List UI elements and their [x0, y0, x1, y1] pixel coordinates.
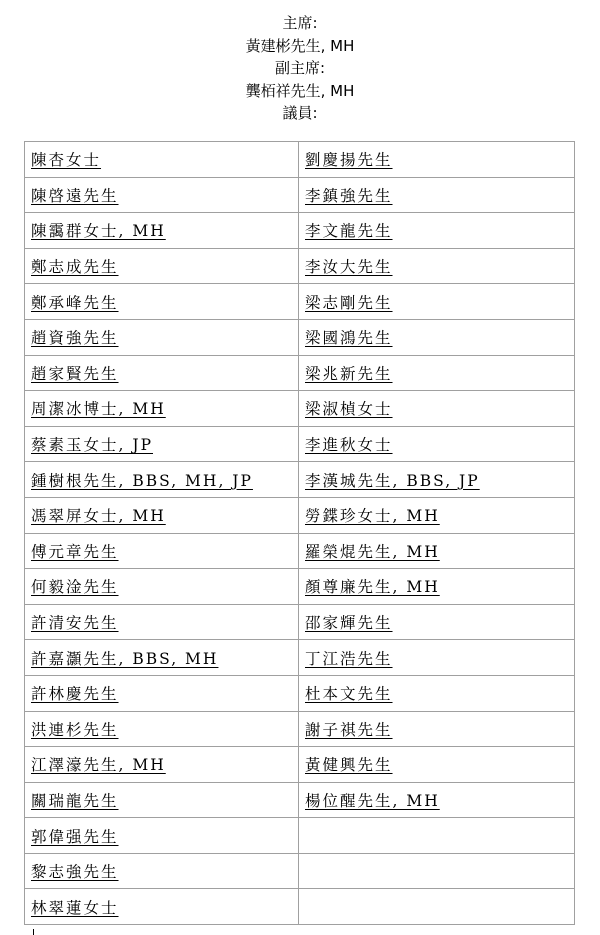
member-name: 鄭承峰先生	[31, 293, 119, 312]
table-row	[25, 818, 575, 854]
member-name: 杜本文先生	[305, 685, 393, 704]
member-cell-left	[25, 497, 299, 533]
table-row	[25, 462, 575, 498]
table-row	[25, 782, 575, 818]
member-cell-left	[25, 853, 299, 889]
member-name: 梁兆新先生	[305, 364, 393, 383]
member-name: 勞鍱珍女士, MH	[305, 507, 440, 526]
member-name: 李漢城先生, BBS, JP	[305, 471, 480, 490]
member-name: 李汝大先生	[305, 258, 393, 277]
member-cell-right	[299, 711, 575, 747]
table-row	[25, 355, 575, 391]
member-name: 林翠蓮女士	[31, 898, 119, 917]
member-cell-right	[299, 533, 575, 569]
table-row	[25, 853, 575, 889]
member-name: 郭偉强先生	[31, 827, 119, 846]
chair-label: 主席:	[282, 14, 318, 32]
member-cell-right	[299, 818, 575, 854]
member-name: 許嘉灝先生, BBS, MH	[31, 649, 219, 668]
table-row	[25, 533, 575, 569]
member-cell-left	[25, 604, 299, 640]
table-row	[25, 213, 575, 249]
member-name: 許清安先生	[31, 614, 119, 633]
members-label: 議員:	[282, 104, 318, 123]
member-name: 鄭志成先生	[31, 258, 119, 277]
member-name: 丁江浩先生	[305, 649, 393, 668]
member-cell-right	[299, 853, 575, 889]
table-row	[25, 248, 575, 284]
table-row	[25, 177, 575, 213]
member-name: 劉慶揚先生	[305, 151, 393, 170]
table-row	[25, 675, 575, 711]
table-row	[25, 319, 575, 355]
member-cell-right	[299, 213, 575, 249]
table-row	[25, 391, 575, 427]
member-name: 梁志剛先生	[305, 293, 393, 312]
member-name: 黃健興先生	[305, 756, 393, 775]
page-edge-mark	[33, 929, 34, 935]
member-cell-left	[25, 818, 299, 854]
member-cell-left	[25, 355, 299, 391]
member-name: 傅元章先生	[31, 542, 119, 561]
member-cell-left	[25, 177, 299, 213]
member-name: 馮翠屏女士, MH	[31, 507, 166, 526]
member-name: 周潔冰博士, MH	[31, 400, 166, 419]
members-table	[24, 141, 575, 925]
member-name: 趙家賢先生	[31, 364, 119, 383]
member-cell-left	[25, 533, 299, 569]
table-row	[25, 640, 575, 676]
member-name: 黎志強先生	[31, 863, 119, 882]
table-row	[25, 142, 575, 178]
chair-name: 黃建彬先生, MH	[245, 36, 355, 55]
member-cell-left	[25, 319, 299, 355]
member-cell-left	[25, 426, 299, 462]
member-name: 江澤濠先生, MH	[31, 756, 166, 775]
member-cell-right	[299, 497, 575, 533]
member-cell-left	[25, 640, 299, 676]
member-name: 邵家輝先生	[305, 614, 393, 633]
table-row	[25, 426, 575, 462]
member-name: 梁淑楨女士	[305, 400, 393, 419]
member-cell-right	[299, 319, 575, 355]
member-cell-left	[25, 889, 299, 925]
member-name: 趙資強先生	[31, 329, 119, 348]
member-cell-right	[299, 426, 575, 462]
vice-chair-label: 副主席:	[274, 59, 326, 78]
member-cell-right	[299, 782, 575, 818]
member-cell-left	[25, 782, 299, 818]
member-cell-right	[299, 604, 575, 640]
member-name: 鍾樹根先生, BBS, MH, JP	[31, 471, 253, 490]
member-cell-left	[25, 248, 299, 284]
member-name: 陳杏女士	[31, 151, 102, 170]
member-name: 蔡素玉女士, JP	[31, 436, 153, 455]
member-cell-right	[299, 889, 575, 925]
member-name: 陳啓遠先生	[31, 186, 119, 205]
member-cell-left	[25, 569, 299, 605]
member-cell-right	[299, 177, 575, 213]
member-name: 李文龍先生	[305, 222, 393, 241]
member-cell-left	[25, 711, 299, 747]
member-name: 關瑞龍先生	[31, 791, 119, 810]
member-cell-left	[25, 213, 299, 249]
member-cell-right	[299, 355, 575, 391]
member-cell-left	[25, 675, 299, 711]
member-cell-right	[299, 640, 575, 676]
member-name: 李鎮強先生	[305, 186, 393, 205]
members-table-body	[25, 142, 575, 925]
member-name: 顏尊廉先生, MH	[305, 578, 440, 597]
table-row	[25, 284, 575, 320]
member-name: 陳靄群女士, MH	[31, 222, 166, 241]
member-cell-right	[299, 675, 575, 711]
member-cell-left	[25, 462, 299, 498]
member-cell-right	[299, 248, 575, 284]
member-name: 梁國鴻先生	[305, 329, 393, 348]
member-cell-left	[25, 142, 299, 178]
member-cell-right	[299, 569, 575, 605]
member-cell-left	[25, 747, 299, 783]
table-row	[25, 497, 575, 533]
member-cell-right	[299, 462, 575, 498]
member-name: 何毅淦先生	[31, 578, 119, 597]
table-row	[25, 747, 575, 783]
table-row	[25, 604, 575, 640]
member-cell-right	[299, 391, 575, 427]
member-cell-right	[299, 747, 575, 783]
table-row	[25, 711, 575, 747]
member-cell-right	[299, 142, 575, 178]
vice-chair-name: 龔栢祥先生, MH	[245, 81, 355, 100]
member-name: 洪連杉先生	[31, 720, 119, 739]
member-name: 李進秋女士	[305, 436, 393, 455]
member-name: 謝子祺先生	[305, 720, 393, 739]
table-row	[25, 889, 575, 925]
member-cell-left	[25, 391, 299, 427]
committee-header	[0, 12, 600, 125]
member-cell-left	[25, 284, 299, 320]
member-name: 楊位醒先生, MH	[305, 791, 440, 810]
member-name: 許林慶先生	[31, 685, 119, 704]
member-cell-right	[299, 284, 575, 320]
table-row	[25, 569, 575, 605]
member-name: 羅榮焜先生, MH	[305, 542, 440, 561]
